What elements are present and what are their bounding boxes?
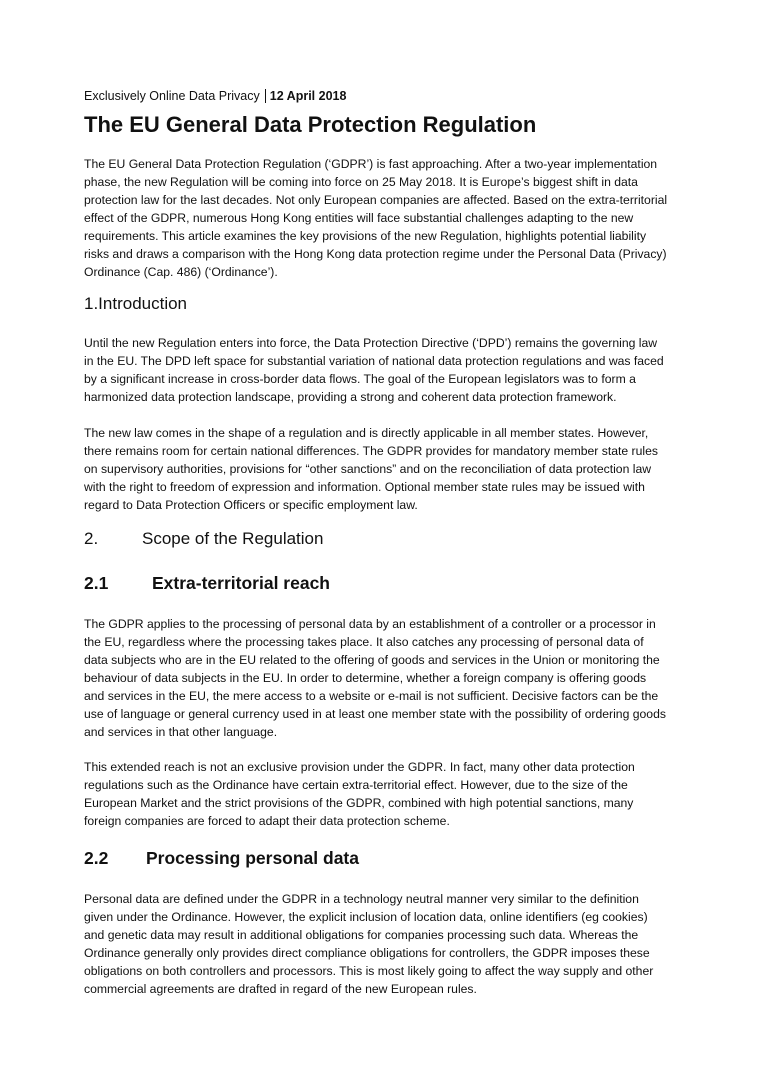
- meta-separator: [265, 89, 266, 103]
- text-line: The new law comes in the shape of a regulation and is directly applicable in all member states. However,: [84, 426, 649, 440]
- section-2-2-paragraph-1: [84, 890, 688, 998]
- text-line: European Market and the strict provisions of the GDPR, combined with high potential sanctions, many: [84, 796, 634, 810]
- section-1-heading: 1.Introduction: [84, 294, 188, 313]
- text-line: behaviour of data subjects in the EU. In order to determine, whether a foreign company is offering goods: [84, 671, 647, 685]
- text-line: regulations such as the Ordinance have certain extra-territorial effect. However, due to the size of the: [84, 778, 628, 792]
- text-line: given under the Ordinance. However, the explicit inclusion of location data, online identifiers (eg cookies): [84, 910, 648, 924]
- text-line: and services in the EU, the mere access to a website or e-mail is not sufficient. Decisive factors can be the: [84, 689, 659, 703]
- section-2-heading: [84, 529, 323, 549]
- text-line: risks and draws a comparison with the Hong Kong data protection regime under the Personal Data (Privacy): [84, 247, 667, 261]
- page-title: The EU General Data Protection Regulation: [84, 112, 537, 137]
- section-2-2-heading: [84, 848, 359, 869]
- text-line: obligations on both controllers and processors. This is most likely going to affect the way supply and other: [84, 964, 654, 978]
- text-line: data subjects who are in the EU related to the offering of goods and services in the Union or monitoring the: [84, 653, 660, 667]
- text-line: and genetic data may result in additional obligations for companies processing such data. Whereas the: [84, 928, 639, 942]
- article-meta: [84, 89, 346, 103]
- section-1-paragraph-1: [84, 334, 688, 406]
- text-line: phase, the new Regulation will be coming into force on 25 May 2018. It is Europe’s biggest shift in data: [84, 175, 638, 189]
- text-line: commercial agreements are drafted in regard of the new European rules.: [84, 982, 477, 996]
- text-line: there remains room for certain national differences. The GDPR provides for mandatory member state rules: [84, 444, 658, 458]
- section-2-number: 2.: [84, 529, 99, 548]
- text-line: with the right to freedom of expression and information. Optional member state rules may be issued with: [84, 480, 645, 494]
- text-line: Until the new Regulation enters into force, the Data Protection Directive (‘DPD’) remains the governing law: [84, 336, 658, 350]
- section-2-1-paragraph-1: [84, 615, 688, 741]
- text-line: requirements. This article examines the key provisions of the new Regulation, highlights potential liability: [84, 229, 647, 243]
- text-line: Ordinance generally only provides direct compliance obligations for controllers, the GDPR imposes these: [84, 946, 650, 960]
- publication-date: 12 April 2018: [269, 89, 347, 103]
- text-line: and services in that other language.: [84, 725, 278, 739]
- text-line: in the EU. The DPD left space for substantial variation of national data protection regulations and was faced: [84, 354, 664, 368]
- text-line: the EU, regardless where the processing takes place. It also catches any processing of personal data of: [84, 635, 644, 649]
- text-line: regard to Data Protection Officers or specific employment law.: [84, 498, 418, 512]
- text-line: The EU General Data Protection Regulation (‘GDPR’) is fast approaching. After a two-year implementation: [84, 157, 658, 171]
- text-line: harmonized data protection landscape, providing a strong and coherent data protection framework.: [84, 390, 617, 404]
- section-2-1-title: Extra-territorial reach: [152, 573, 330, 593]
- intro-paragraph: [84, 155, 688, 281]
- section-2-1-heading: [84, 573, 330, 594]
- section-2-2-title: Processing personal data: [146, 848, 359, 868]
- text-line: This extended reach is not an exclusive provision under the GDPR. In fact, many other data protection: [84, 760, 635, 774]
- section-2-1-number: 2.1: [84, 573, 109, 593]
- section-2-1-paragraph-2: [84, 758, 688, 830]
- section-2-title: Scope of the Regulation: [142, 529, 324, 548]
- text-line: by a significant increase in cross-border data flows. The goal of the European legislators was to form a: [84, 372, 636, 386]
- text-line: The GDPR applies to the processing of personal data by an establishment of a controller or a processor in: [84, 617, 656, 631]
- text-line: protection law for the last decades. Not only European companies are affected. Based on the extra-territorial: [84, 193, 668, 207]
- text-line: effect of the GDPR, numerous Hong Kong entities will face substantial challenges adapting to the new: [84, 211, 634, 225]
- text-line: Ordinance (Cap. 486) (‘Ordinance’).: [84, 265, 278, 279]
- text-line: Personal data are defined under the GDPR in a technology neutral manner very similar to the definition: [84, 892, 639, 906]
- section-2-2-number: 2.2: [84, 848, 109, 868]
- text-line: use of language or general currency used in at least one member state with the possibility of ordering goods: [84, 707, 666, 721]
- section-1-paragraph-2: [84, 424, 688, 514]
- source-label: Exclusively Online Data Privacy: [84, 89, 260, 103]
- text-line: on supervisory authorities, provisions for “other sanctions” and on the reconciliation of data protection law: [84, 462, 652, 476]
- text-line: foreign companies are forced to adapt their data protection scheme.: [84, 814, 450, 828]
